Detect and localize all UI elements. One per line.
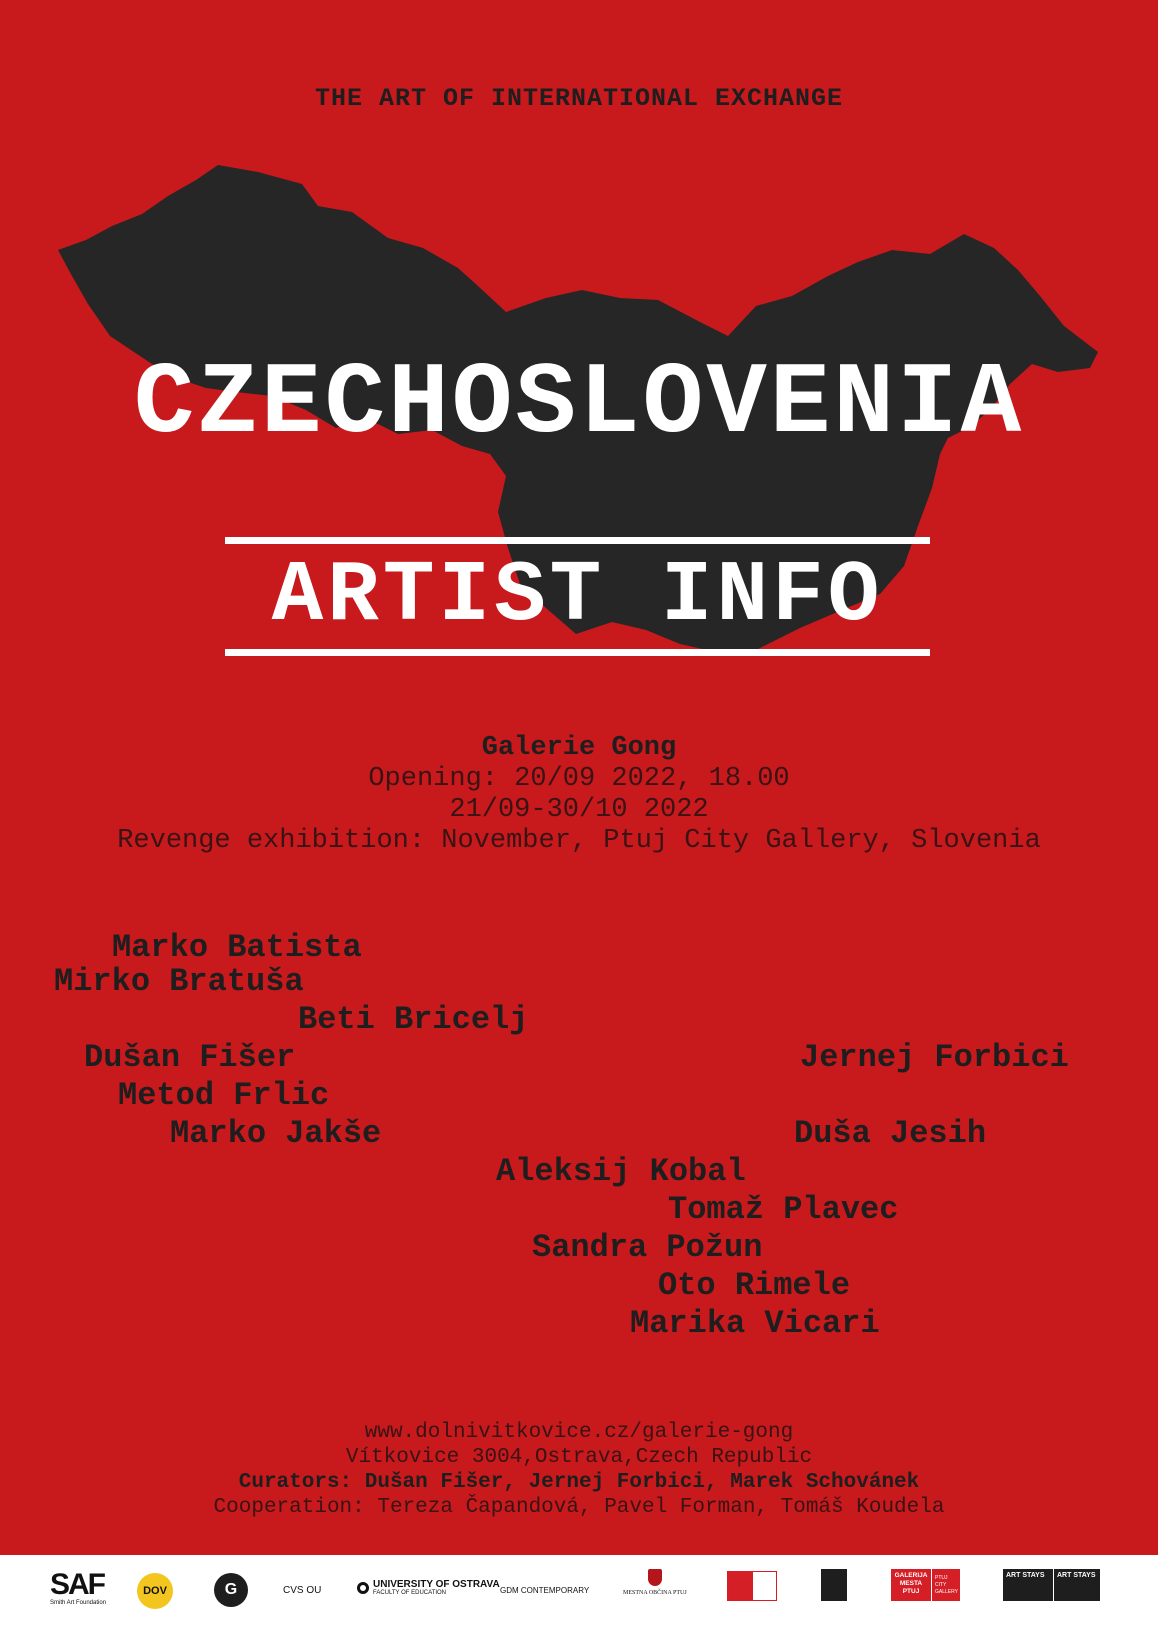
artist-name: Oto Rimele: [658, 1267, 851, 1304]
artist-name: Beti Bricelj: [298, 1001, 529, 1038]
artist-name: Sandra Požun: [532, 1229, 763, 1266]
revenge-exhibition: Revenge exhibition: November, Ptuj City Gallery, Slovenia: [117, 826, 1041, 856]
exhibition-info: [0, 733, 1158, 857]
exhibition-title: CZECHOSLOVENIA: [133, 348, 1025, 462]
artist-name: Marko Batista: [112, 929, 362, 966]
artist-name: Marko Jakše: [170, 1115, 382, 1152]
footer: [0, 1420, 1158, 1520]
venue-name: Galerie Gong: [481, 733, 677, 763]
cooperation: Cooperation: Tereza Čapandová, Pavel Forman, Tomáš Koudela: [213, 1496, 945, 1519]
artist-name: Metod Frlic: [118, 1077, 330, 1114]
saf-logo: SAF Smith Art Foundation: [50, 1568, 107, 1606]
artist-name: Marika Vicari: [630, 1305, 880, 1342]
artist-name: Mirko Bratuša: [54, 963, 304, 1000]
mestna-obcina-ptuj-logo: MESTNA OBČINA PTUJ: [623, 1569, 687, 1596]
artist-name: Duša Jesih: [794, 1115, 987, 1152]
art-stays-logo-secondary: ART STAYS: [1054, 1569, 1100, 1601]
subtitle: ARTIST INFO: [271, 547, 884, 645]
red-white-logo: [727, 1571, 777, 1601]
artist-name: Tomaž Plavec: [668, 1191, 899, 1228]
artist-name: Aleksij Kobal: [496, 1153, 746, 1190]
ostrava-emblem-icon: [357, 1582, 369, 1594]
sponsor-logo-strip: [0, 1555, 1158, 1630]
exhibition-dates: 21/09-30/10 2022: [449, 795, 709, 825]
g-logo: G: [214, 1573, 248, 1607]
curators: Curators: Dušan Fišer, Jernej Forbici, Marek Schovánek: [238, 1471, 920, 1494]
gdm-contemporary-logo: GDM CONTEMPORARY: [500, 1586, 590, 1595]
bottom-rule: [225, 649, 930, 656]
artist-name: Dušan Fišer: [84, 1039, 296, 1076]
cvs-ou-logo: CVS OU: [283, 1585, 322, 1596]
opening-date: Opening: 20/09 2022, 18.00: [368, 764, 790, 794]
portrait-logo: [821, 1569, 847, 1601]
address: Vítkovice 3004,Ostrava,Czech Republic: [345, 1446, 813, 1469]
university-of-ostrava-logo: UNIVERSITY OF OSTRAVA FACULTY OF EDUCATION: [357, 1579, 500, 1597]
top-rule: [225, 537, 930, 544]
dov-logo: DOV: [137, 1573, 173, 1609]
galerija-mesta-ptuj-logo: GALERIJA MESTA PTUJ PTUJ CITY GALLERY: [891, 1569, 960, 1601]
artist-name: Jernej Forbici: [800, 1039, 1069, 1076]
tagline: THE ART OF INTERNATIONAL EXCHANGE: [314, 84, 844, 113]
ptuj-coat-of-arms-icon: [648, 1569, 662, 1586]
website-link[interactable]: www.dolnivitkovice.cz/galerie-gong: [364, 1421, 794, 1444]
art-stays-logo: ART STAYS: [1003, 1569, 1053, 1601]
